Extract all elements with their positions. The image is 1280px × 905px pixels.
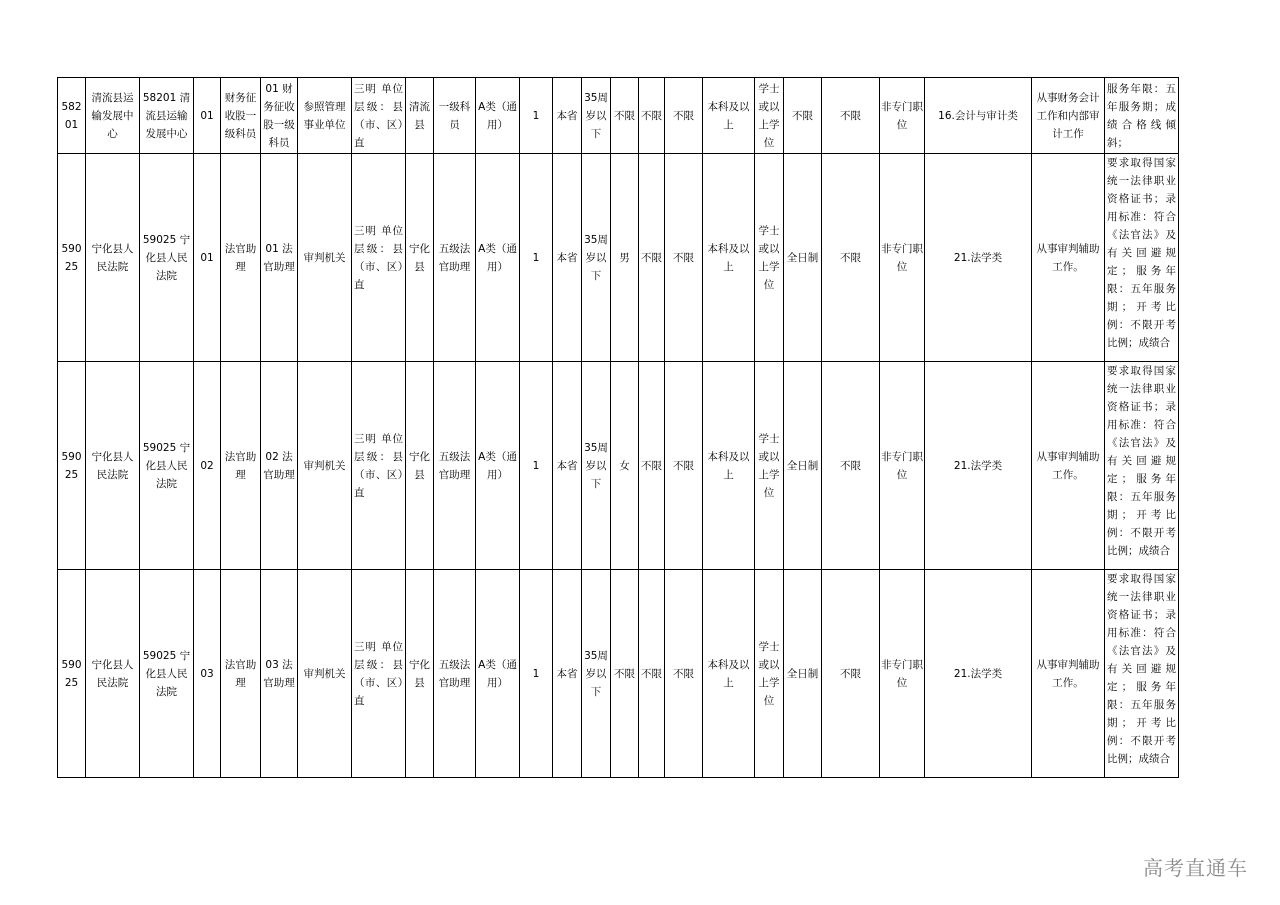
location-cell: 宁化县: [406, 154, 434, 362]
location-cell: 清流县: [406, 78, 434, 154]
ethnicity-cell: 不限: [639, 570, 665, 778]
unit-level-cell: 三明 单位层级：县（市、区）直: [352, 78, 406, 154]
unit-level-cell: 三明 单位层级：县（市、区）直: [352, 362, 406, 570]
rank-cell: 一级科员: [434, 78, 476, 154]
politics-cell: 不限: [665, 362, 703, 570]
position-name-cell: 法官助理: [221, 570, 261, 778]
degree-cell: 学士或以上学位: [755, 570, 784, 778]
duties-cell: 从事审判辅助工作。: [1032, 154, 1105, 362]
gender-cell: 女: [611, 362, 639, 570]
unit-nature-cell: 审判机关: [298, 154, 352, 362]
age-cell: 35周岁以下: [582, 154, 611, 362]
major-cell: 21.法学类: [925, 570, 1032, 778]
dept-name-cell: 宁化县人民法院: [86, 570, 140, 778]
position-name-cell: 法官助理: [221, 154, 261, 362]
major-cell: 16.会计与审计类: [925, 78, 1032, 154]
watermark-text: 高考直通车: [1143, 856, 1248, 880]
position-code-name-cell: 03 法官助理: [261, 570, 298, 778]
dept-code-cell: 59025: [58, 570, 86, 778]
origin-cell: 本省: [553, 154, 582, 362]
rank-cell: 五级法官助理: [434, 362, 476, 570]
ethnicity-cell: 不限: [639, 154, 665, 362]
age-cell: 35周岁以下: [582, 570, 611, 778]
dept-code-cell: 59025: [58, 362, 86, 570]
position-code-cell: 01: [194, 78, 221, 154]
location-cell: 宁化县: [406, 362, 434, 570]
dept-name-cell: 清流县运输发展中心: [86, 78, 140, 154]
experience-cell: 不限: [822, 362, 880, 570]
unit-level-cell: 三明 单位层级：县（市、区）直: [352, 154, 406, 362]
education-cell: 本科及以上: [703, 154, 755, 362]
table-row: [58, 78, 1179, 154]
specialty-type-cell: 非专门职位: [880, 362, 925, 570]
major-cell: 21.法学类: [925, 154, 1032, 362]
duties-cell: 从事审判辅助工作。: [1032, 362, 1105, 570]
gender-cell: 男: [611, 154, 639, 362]
quota-cell: 1: [520, 570, 553, 778]
degree-cell: 学士或以上学位: [755, 362, 784, 570]
study-mode-cell: 不限: [784, 78, 822, 154]
notes-cell: 要求取得国家统一法律职业资格证书；录用标准：符合《法官法》及有关回避规定；服务年限：五年服务期；开考比例：不限开考比例；成绩合: [1105, 154, 1179, 362]
unit-nature-cell: 参照管理事业单位: [298, 78, 352, 154]
dept-name-cell: 宁化县人民法院: [86, 362, 140, 570]
age-cell: 35周岁以下: [582, 362, 611, 570]
quota-cell: 1: [520, 154, 553, 362]
experience-cell: 不限: [822, 570, 880, 778]
unit-code-name-cell: 58201 清流县运输发展中心: [140, 78, 194, 154]
experience-cell: 不限: [822, 154, 880, 362]
recruitment-table: [57, 77, 1179, 778]
exam-category-cell: A类（通用）: [476, 570, 520, 778]
unit-nature-cell: 审判机关: [298, 570, 352, 778]
position-code-cell: 02: [194, 362, 221, 570]
rank-cell: 五级法官助理: [434, 154, 476, 362]
ethnicity-cell: 不限: [639, 78, 665, 154]
rank-cell: 五级法官助理: [434, 570, 476, 778]
politics-cell: 不限: [665, 570, 703, 778]
exam-category-cell: A类（通用）: [476, 78, 520, 154]
unit-code-name-cell: 59025 宁化县人民法院: [140, 362, 194, 570]
education-cell: 本科及以上: [703, 78, 755, 154]
specialty-type-cell: 非专门职位: [880, 154, 925, 362]
exam-category-cell: A类（通用）: [476, 362, 520, 570]
gender-cell: 不限: [611, 570, 639, 778]
experience-cell: 不限: [822, 78, 880, 154]
position-code-cell: 03: [194, 570, 221, 778]
position-name-cell: 法官助理: [221, 362, 261, 570]
position-code-name-cell: 01 法官助理: [261, 154, 298, 362]
position-code-cell: 01: [194, 154, 221, 362]
gender-cell: 不限: [611, 78, 639, 154]
duties-cell: 从事审判辅助工作。: [1032, 570, 1105, 778]
origin-cell: 本省: [553, 570, 582, 778]
study-mode-cell: 全日制: [784, 570, 822, 778]
study-mode-cell: 全日制: [784, 362, 822, 570]
unit-nature-cell: 审判机关: [298, 362, 352, 570]
notes-cell: 要求取得国家统一法律职业资格证书；录用标准：符合《法官法》及有关回避规定；服务年限：五年服务期；开考比例：不限开考比例；成绩合: [1105, 570, 1179, 778]
quota-cell: 1: [520, 78, 553, 154]
recruitment-table-container: [57, 77, 1179, 778]
notes-cell: 要求取得国家统一法律职业资格证书；录用标准：符合《法官法》及有关回避规定；服务年限：五年服务期；开考比例：不限开考比例；成绩合: [1105, 362, 1179, 570]
education-cell: 本科及以上: [703, 570, 755, 778]
degree-cell: 学士或以上学位: [755, 154, 784, 362]
study-mode-cell: 全日制: [784, 154, 822, 362]
specialty-type-cell: 非专门职位: [880, 570, 925, 778]
origin-cell: 本省: [553, 78, 582, 154]
exam-category-cell: A类（通用）: [476, 154, 520, 362]
dept-code-cell: 58201: [58, 78, 86, 154]
position-code-name-cell: 01 财务征收股一级科员: [261, 78, 298, 154]
degree-cell: 学士或以上学位: [755, 78, 784, 154]
dept-name-cell: 宁化县人民法院: [86, 154, 140, 362]
table-row: [58, 154, 1179, 362]
dept-code-cell: 59025: [58, 154, 86, 362]
table-row: [58, 570, 1179, 778]
position-name-cell: 财务征收股一级科员: [221, 78, 261, 154]
unit-level-cell: 三明 单位层级：县（市、区）直: [352, 570, 406, 778]
major-cell: 21.法学类: [925, 362, 1032, 570]
table-row: [58, 362, 1179, 570]
politics-cell: 不限: [665, 154, 703, 362]
origin-cell: 本省: [553, 362, 582, 570]
position-code-name-cell: 02 法官助理: [261, 362, 298, 570]
education-cell: 本科及以上: [703, 362, 755, 570]
location-cell: 宁化县: [406, 570, 434, 778]
duties-cell: 从事财务会计工作和内部审计工作: [1032, 78, 1105, 154]
age-cell: 35周岁以下: [582, 78, 611, 154]
politics-cell: 不限: [665, 78, 703, 154]
ethnicity-cell: 不限: [639, 362, 665, 570]
unit-code-name-cell: 59025 宁化县人民法院: [140, 570, 194, 778]
quota-cell: 1: [520, 362, 553, 570]
specialty-type-cell: 非专门职位: [880, 78, 925, 154]
notes-cell: 服务年限：五年服务期；成绩合格线倾斜；: [1105, 78, 1179, 154]
unit-code-name-cell: 59025 宁化县人民法院: [140, 154, 194, 362]
